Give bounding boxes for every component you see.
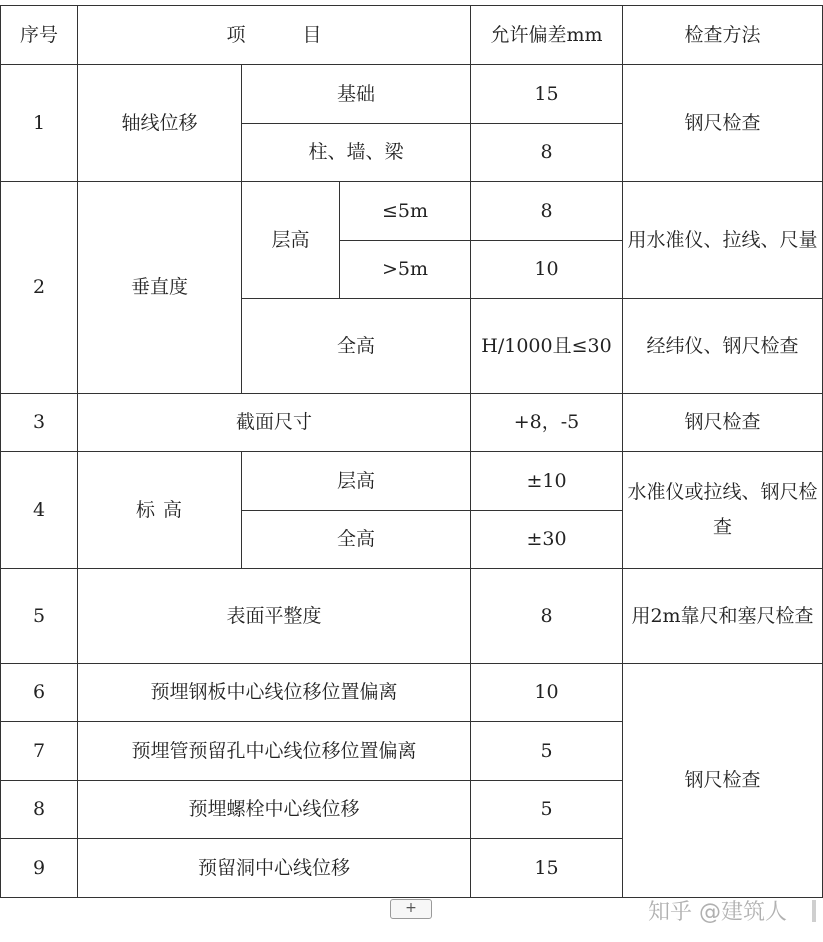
watermark: 知乎 @建筑人 [648, 900, 787, 925]
method-cell: 钢尺检查 [623, 664, 823, 898]
table-row [1, 569, 823, 664]
row-number: 9 [1, 839, 78, 898]
method-cell: 钢尺检查 [623, 65, 823, 182]
header-row [1, 6, 823, 65]
tolerance-value: 15 [471, 65, 623, 124]
tolerance-value: 15 [471, 839, 623, 898]
method-cell: 用2m靠尺和塞尺检查 [623, 569, 823, 664]
table-row [1, 65, 823, 124]
row-number: 8 [1, 781, 78, 839]
table-row [1, 452, 823, 511]
condition-label: >5m [340, 241, 471, 299]
header-no: 序号 [1, 6, 78, 65]
table-row [1, 182, 823, 241]
item-label: 预留洞中心线位移 [78, 839, 471, 898]
method-cell: 用水准仪、拉线、尺量 [623, 182, 823, 299]
sub-item-label: 层高 [242, 452, 471, 511]
tolerance-value: +8，-5 [471, 394, 623, 452]
row-number: 7 [1, 722, 78, 781]
tolerance-value: ±10 [471, 452, 623, 511]
item-label: 表面平整度 [78, 569, 471, 664]
sub-item-label: 层高 [242, 182, 340, 299]
sub-item-label: 柱、墙、梁 [242, 124, 471, 182]
row-number: 6 [1, 664, 78, 722]
tolerance-value: 8 [471, 569, 623, 664]
row-number: 1 [1, 65, 78, 182]
method-cell: 钢尺检查 [623, 394, 823, 452]
header-tolerance: 允许偏差mm [471, 6, 623, 65]
tolerance-value: 10 [471, 241, 623, 299]
edge-divider [812, 900, 816, 922]
tolerance-value: 8 [471, 182, 623, 241]
row-number: 3 [1, 394, 78, 452]
tolerance-value: 10 [471, 664, 623, 722]
item-label: 预埋钢板中心线位移位置偏离 [78, 664, 471, 722]
sub-item-label: 全高 [242, 299, 471, 394]
expand-table-button[interactable]: + [390, 899, 432, 919]
condition-label: ≤5m [340, 182, 471, 241]
item-label: 预埋管预留孔中心线位移位置偏离 [78, 722, 471, 781]
item-label: 标 高 [78, 452, 242, 569]
item-label: 预埋螺栓中心线位移 [78, 781, 471, 839]
row-number: 2 [1, 182, 78, 394]
tolerance-value: 5 [471, 722, 623, 781]
tolerance-value: H/1000且≤30 [471, 299, 623, 394]
item-label: 截面尺寸 [78, 394, 471, 452]
row-number: 4 [1, 452, 78, 569]
tolerance-table [0, 5, 823, 898]
item-label: 轴线位移 [78, 65, 242, 182]
table-row [1, 394, 823, 452]
method-cell: 经纬仪、钢尺检查 [623, 299, 823, 394]
sub-item-label: 全高 [242, 511, 471, 569]
method-cell: 水准仪或拉线、钢尺检查 [623, 452, 823, 569]
tolerance-value: 5 [471, 781, 623, 839]
tolerance-value: 8 [471, 124, 623, 182]
header-method: 检查方法 [623, 6, 823, 65]
table-row [1, 664, 823, 722]
row-number: 5 [1, 569, 78, 664]
header-item: 项 目 [78, 6, 471, 65]
sub-item-label: 基础 [242, 65, 471, 124]
item-label: 垂直度 [78, 182, 242, 394]
tolerance-value: ±30 [471, 511, 623, 569]
